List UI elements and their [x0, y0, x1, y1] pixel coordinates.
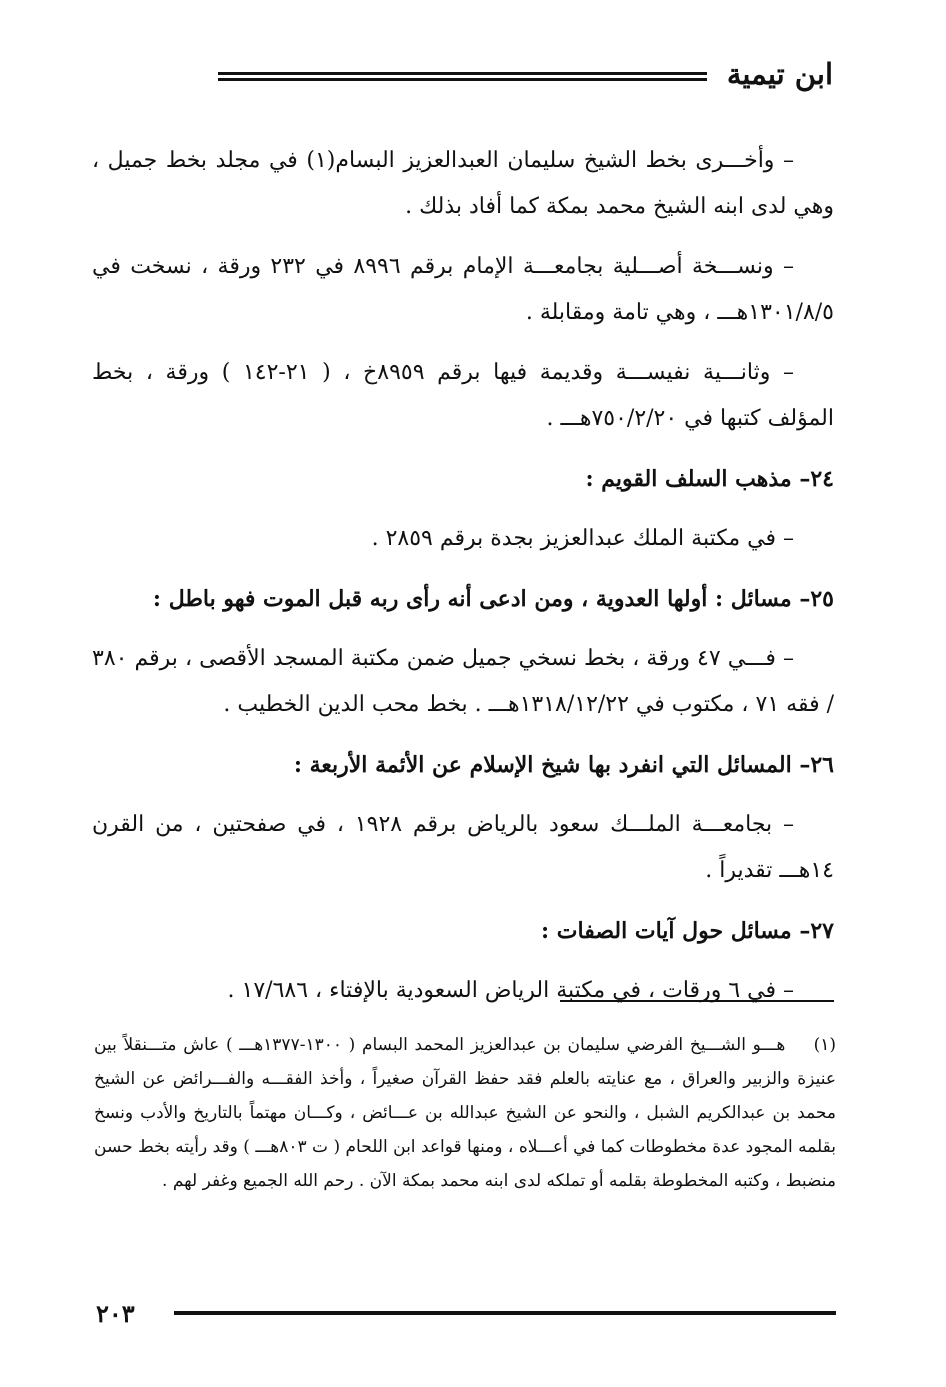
paragraph-item-24-copy: – في مكتبة الملك عبدالعزيز بجدة برقم ٢٨٥٩ . — [371, 526, 794, 551]
footer-rule — [174, 1311, 836, 1315]
footnote-text: هـــو الشـــيخ الفرضي سليمان بن عبدالعزيز المحمد البسام ( ١٣٠٠-١٣٧٧هـــ ) عاش متـــنقلاً بين عنيزة والزبير والعراق ، مع عنايته بالعلم فقد حفظ القرآن صغيراً ، وأخذ الفقـــه والفـــرائض عن الشيخ محمد بن عبدالكريم الشبل ، والنحو عن الشيخ عبدالله بن عـــائض ، وكـــان مهتماً بالتاريخ والأدب ونسخ بقلمه المجود عدة مخطوطات كما في أعـــلاه ، ومنها قواعد ابن اللحام ( ت ٨٠٣هـــ ) وقد رأيته بخط حسن منضبط ، وكتبه المخطوطة بقلمه أو تملكه لدى ابنه محمد بمكة الآن . رحم الله الجميع وغفر لهم . — [94, 1035, 837, 1191]
footnote — [94, 1028, 836, 1198]
heading-item-27: ٢٧– مسائل حول آيات الصفات : — [541, 918, 834, 944]
main-text — [92, 138, 834, 1028]
heading-item-25: ٢٥– مسائل : أولها العدوية ، ومن ادعى أنه رأى ربه قبل الموت فهو باطل : — [152, 586, 834, 612]
paragraph-item-26-copy: – بجامعـــة الملـــك سعود بالرياض برقم ١٩٢٨ ، في صفحتين ، من القرن ١٤هـــ تقديراً . — [92, 812, 834, 883]
footnote-marker: (١) — [813, 1035, 836, 1055]
paragraph-copy-imam-university: – ونســـخة أصـــلية بجامعـــة الإمام برقم ٨٩٩٦ في ٢٣٢ ورقة ، نسخت في ١٣٠١/٨/٥هـــ ، وهي تامة ومقابلة . — [92, 254, 834, 325]
header-double-rule — [218, 72, 707, 81]
paragraph-copy-autograph: – وثانـــية نفيســـة وقديمة فيها برقم ٨٩٥٩خ ، ( ٢١-١٤٢ ) ورقة ، بخط المؤلف كتبها في ٧٥٠/٢/٢٠هـــ . — [92, 360, 834, 431]
page-number: ٢٠٣ — [96, 1299, 135, 1328]
page-footer — [96, 1296, 836, 1332]
heading-item-26: ٢٦– المسائل التي انفرد بها شيخ الإسلام عن الأئمة الأربعة : — [293, 752, 834, 778]
footnote-separator — [560, 1000, 834, 1002]
running-header — [88, 52, 833, 96]
running-header-title: ابن تيمية — [726, 57, 833, 91]
paragraph-item-27-copy: – في ٦ ورقات ، في مكتبة الرياض السعودية بالإفتاء ، ١٧/٦٨٦ . — [227, 978, 794, 1003]
heading-item-24: ٢٤– مذهب السلف القويم : — [585, 466, 834, 492]
paragraph-copy-bassam: – وأخـــرى بخط الشيخ سليمان العبدالعزيز البسام(١) في مجلد بخط جميل ، وهي لدى ابنه الشيخ محمد بمكة كما أفاد بذلك . — [92, 148, 834, 219]
paragraph-item-25-copy: – فـــي ٤٧ ورقة ، بخط نسخي جميل ضمن مكتبة المسجد الأقصى ، برقم ٣٨٠ / فقه ٧١ ، مكتوب في ١٣١٨/١٢/٢٢هـــ . بخط محب الدين الخطيب . — [92, 646, 834, 717]
